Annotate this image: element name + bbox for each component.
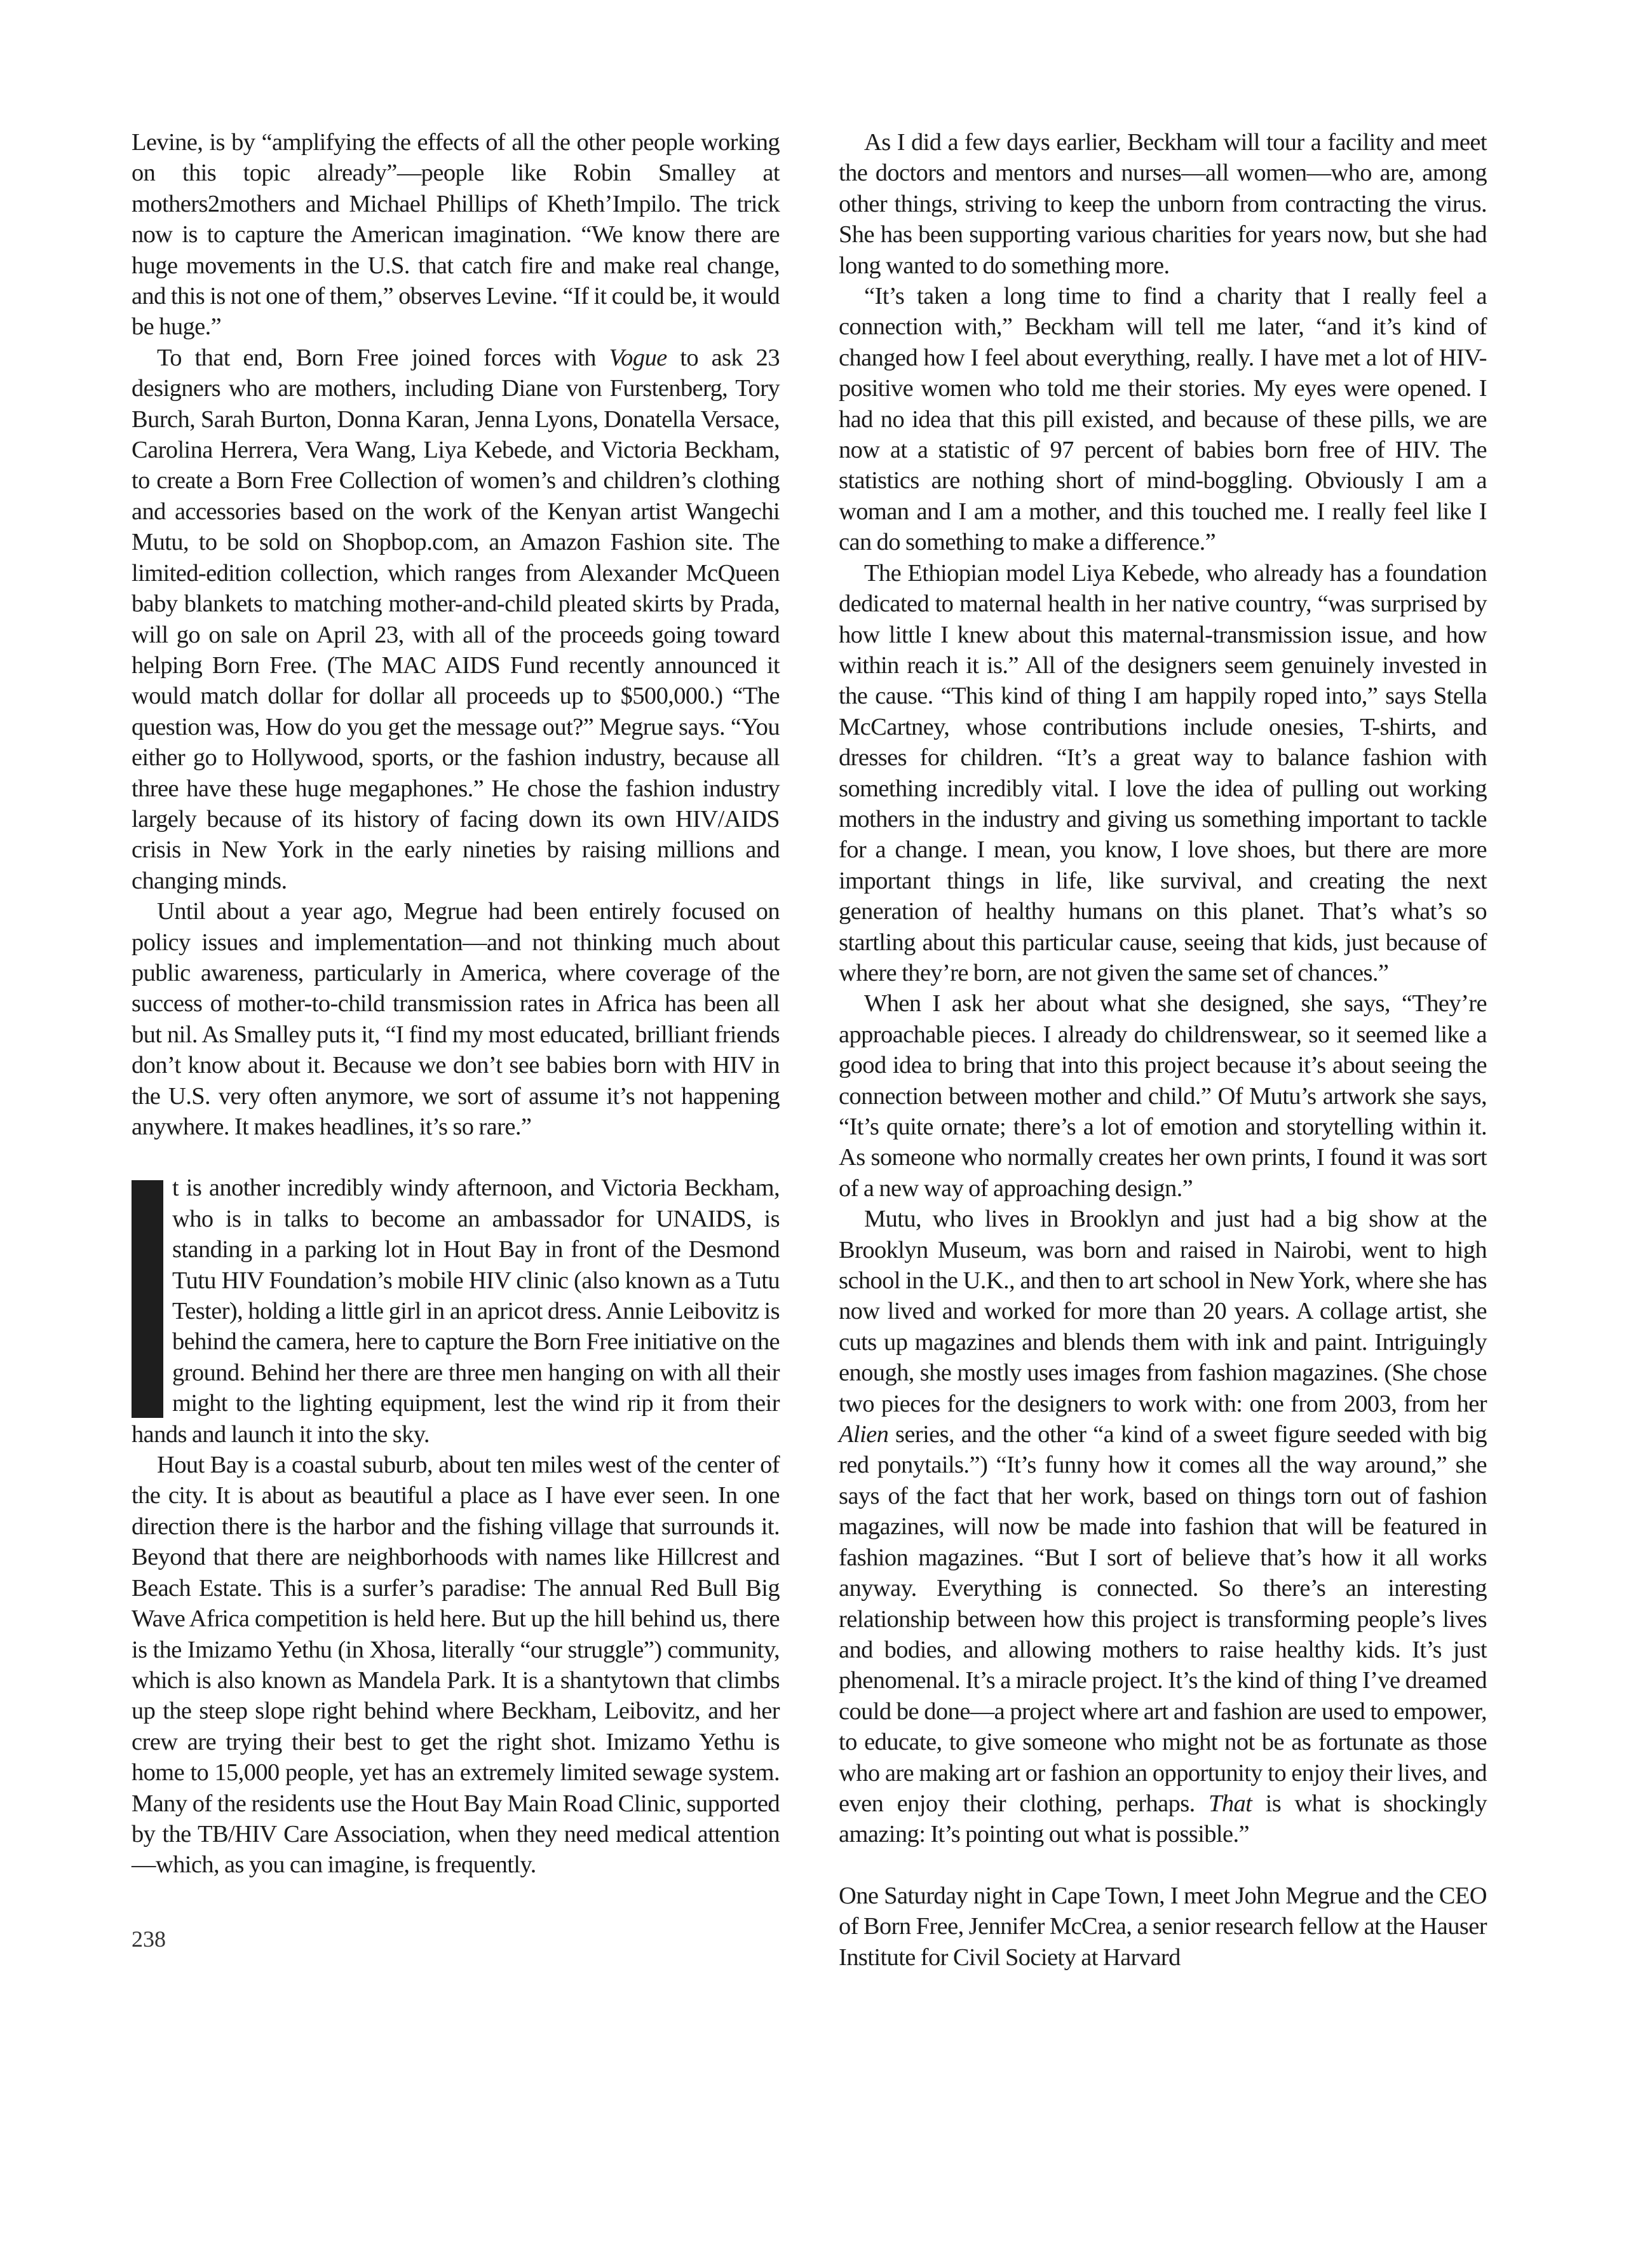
paragraph xyxy=(839,1204,1487,1850)
page-number: 238 xyxy=(132,1926,166,1952)
text: To that end, Born Free joined forces with xyxy=(157,344,609,371)
paragraph: The Ethiopian model Liya Kebede, who already has a foundation dedicated to maternal health in her native country, “was surprised by how little I knew about this maternal-transmission issue, and how within reach it is.” All of the designers seem genuinely invested in the cause. “This kind of thing I am happily roped into,” says Stella McCartney, whose contributions include onesies, T-shirts, and dresses for children. “It’s a great way to balance fashion with something incredibly vital. I love the idea of pulling out working mothers in the industry and giving us something important to tackle for a change. I mean, you know, I love shoes, but there are more important things in life, like survival, and creating the next generation of healthy humans on this planet. That’s what’s so startling about this particular cause, seeing that kids, just because of where they’re born, are not given the same set of chances.” xyxy=(839,559,1487,986)
paragraph: As I did a few days earlier, Beckham will tour a facility and meet the doctors and mentors and nurses—all women—who are, among other things, striving to keep the unborn from contracting the virus. She has been supporting various charities for years now, but she had long wanted to do something more. xyxy=(839,129,1487,279)
emphasis: That xyxy=(1209,1790,1252,1817)
text: is what is shockingly amazing: It’s pointing out what is possible.” xyxy=(839,1790,1487,1848)
section-break xyxy=(839,1850,1487,1881)
paragraph: When I ask her about what she designed, she says, “They’re approachable pieces. I already do childrenswear, so it seemed like a good idea to bring that into this project because it’s about seeing the connection between mother and child.” Of Mutu’s artwork she says, “It’s quite ornate; there’s a lot of emotion and storytelling within it. As someone who normally creates her own prints, I found it was sort of a new way of approaching design.” xyxy=(839,990,1487,1202)
series-title: Alien xyxy=(839,1421,889,1448)
magazine-title: Vogue xyxy=(609,344,667,371)
paragraph: One Saturday night in Cape Town, I meet John Megrue and the CEO of Born Free, Jennifer McCrea, a senior research fellow at the Hauser Institute for Civil Society at Harvard xyxy=(839,1882,1487,1971)
paragraph-drop-cap xyxy=(132,1173,780,1450)
drop-cap: I xyxy=(132,1180,163,1418)
text: to ask 23 designers who are mothers, including Diane von Furstenberg, Tory Burch, Sarah Burton, Donna Karan, Jenna Lyons, Donatella Versace, Carolina Herrera, Vera Wang, Liya Kebede, and Victoria Beckham, to create a Born Free Collection of women’s and children’s clothing and accessories based on the work of the Kenyan artist Wangechi Mutu, to be sold on Shopbop.com, an Amazon Fashion site. The limited-edition collection, which ranges from Alexander McQueen baby blankets to matching mother-and-child pleated skirts by Prada, will go on sale on April 23, with all of the proceeds going toward helping Born Free. (The MAC AIDS Fund recently announced it would match dollar for dollar all proceeds up to $500,000.) “The question was, How do you get the message out?” Megrue says. “You either go to Hollywood, sports, or the fashion industry, because all three have these huge megaphones.” He chose the fashion industry largely because of its history of facing down its own HIV/AIDS crisis in New York in the early nineties by raising millions and changing minds. xyxy=(132,344,780,894)
left-column xyxy=(132,127,780,1978)
paragraph: Levine, is by “amplifying the effects of all the other people working on this topic already”—people like Robin Smalley at mothers2mothers and Michael Phillips of Kheth’Impilo. The trick now is to capture the American imagination. “We know there are huge movements in the U.S. that catch fire and make real change, and this is not one of them,” observes Levine. “If it could be, it would be huge.” xyxy=(132,129,780,341)
paragraph: “It’s taken a long time to find a charity that I really feel a connection with,” Beckham will tell me later, “and it’s kind of changed how I feel about everything, really. I have met a lot of HIV-positive women who told me their stories. My eyes were opened. I had no idea that this pill existed, and because of these pills, we are now at a statistic of 97 percent of babies born free of HIV. The statistics are nothing short of mind-boggling. Obviously I am a woman and I am a mother, and this touched me. I really feel like I can do something to make a difference.” xyxy=(839,283,1487,556)
section-break xyxy=(132,1142,780,1173)
text: t is another incredibly windy afternoon, and Victoria Beckham, who is in talks to become an ambassador for UNAIDS, is standing in a parking lot in Hout Bay in front of the Desmond Tutu HIV Foundation’s mobile HIV clinic (also known as a Tutu Tester), holding a little girl in an apricot dress. Annie Leibovitz is behind the camera, here to capture the Born Free initiative on the ground. Behind her there are three men hanging on with all their might to the lighting equipment, lest the wind rip it from their hands and launch it into the sky. xyxy=(132,1174,780,1448)
text: series, and the other “a kind of a sweet figure seeded with big red ponytails.”) “It’s funny how it comes all the way around,” she says of the fact that her work, based on things torn out of fashion magazines, will now be made into fashion that will be featured in fashion magazines. “But I sort of believe that’s how it all works anyway. Everything is connected. So there’s an interesting relationship between how this project is transforming people’s lives and bodies, and allowing mothers to raise healthy kids. It’s just phenomenal. It’s a miracle project. It’s the kind of thing I’ve dreamed could be done—a project where art and fashion are used to empower, to educate, to give someone who might not be as fortunate as those who are making art or fashion an opportunity to enjoy their lives, and even enjoy their clothing, perhaps. xyxy=(839,1421,1487,1817)
paragraph xyxy=(132,343,780,896)
text: Mutu, who lives in Brooklyn and just had a big show at the Brooklyn Museum, was born and raised in Nairobi, went to high school in the U.K., and then to art school in New York, where she has now lived and worked for more than 20 years. A collage artist, she cuts up magazines and blends them with ink and paint. Intriguingly enough, she mostly uses images from fashion magazines. (She chose two pieces for the designers to work with: one from 2003, from her xyxy=(839,1206,1487,1417)
right-column xyxy=(839,127,1487,1973)
paragraph: Hout Bay is a coastal suburb, about ten miles west of the center of the city. It is about as beautiful a place as I have ever seen. In one direction there is the harbor and the fishing village that surrounds it. Beyond that there are neighborhoods with names like Hillcrest and Beach Estate. This is a surfer’s paradise: The annual Red Bull Big Wave Africa competition is held here. But up the hill behind us, there is the Imizamo Yethu (in Xhosa, literally “our struggle”) community, which is also known as Mandela Park. It is a shantytown that climbs up the steep slope right behind where Beckham, Leibovitz, and her crew are trying their best to get the right shot. Imizamo Yethu is home to 15,000 people, yet has an extremely limited sewage system. Many of the residents use the Hout Bay Main Road Clinic, supported by the TB/HIV Care Association, when they need medical attention—which, as you can imagine, is frequently. xyxy=(132,1452,780,1879)
paragraph: Until about a year ago, Megrue had been entirely focused on policy issues and implementation—and not thinking much about public awareness, particularly in America, where coverage of the success of mother-to-child transmission rates in Africa has been all but nil. As Smalley puts it, “I find my most educated, brilliant friends don’t know about it. Because we don’t see babies born with HIV in the U.S. very often anymore, we sort of assume it’s not happening anywhere. It makes headlines, it’s so rare.” xyxy=(132,898,780,1140)
